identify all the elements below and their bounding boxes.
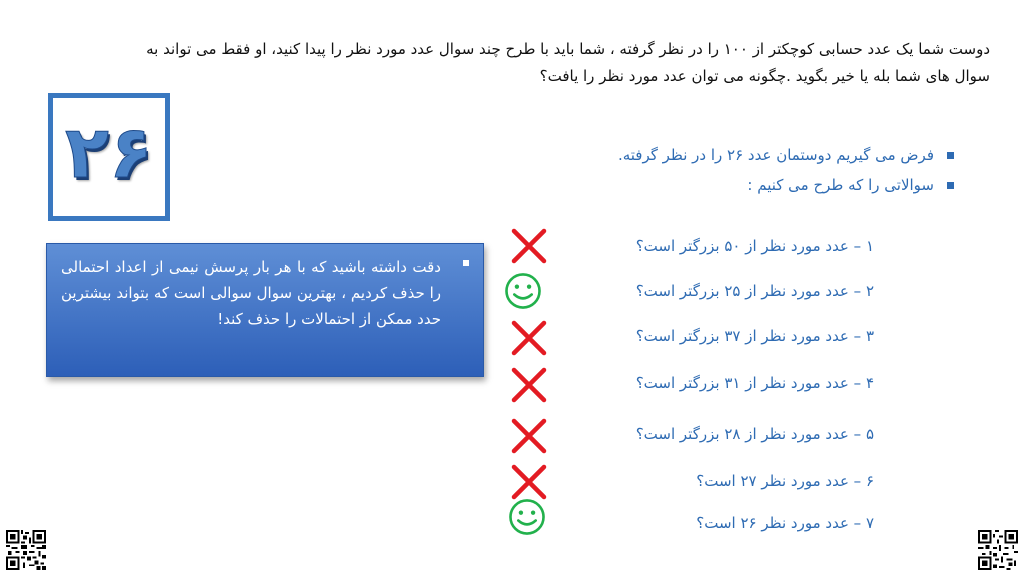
bullet-icon: [947, 182, 954, 189]
qr-code-icon: [978, 530, 1018, 570]
question-6: ۶ – عدد مورد نظر ۲۷ است؟: [696, 472, 874, 490]
red-cross-icon: [506, 416, 552, 456]
question-4: ۴ – عدد مورد نظر از ۳۱ بزرگتر است؟: [635, 374, 874, 392]
number-box-value: ۲۶: [65, 110, 153, 194]
intro-list: [500, 140, 960, 200]
bullet-icon: [947, 152, 954, 159]
intro-item-assumption: [500, 140, 960, 170]
problem-statement: دوست شما یک عدد حسابی کوچکتر از ۱۰۰ را در نظر گرفته ، شما باید با طرح چند سوال عدد مورد نظر را پیدا کنید، او فقط می تواند به سوال های شما بله یا خیر بگوید .چگونه می توان عدد مورد نظر را یافت؟: [146, 40, 990, 85]
red-cross-icon: [506, 226, 552, 266]
green-smiley-icon: [504, 497, 550, 537]
intro-item-label: فرض می گیریم دوستمان عدد ۲۶ را در نظر گرفته.: [617, 146, 934, 164]
question-1: ۱ – عدد مورد نظر از ۵۰ بزرگتر است؟: [635, 237, 874, 255]
red-cross-icon: [506, 365, 552, 405]
note-box: [46, 243, 484, 377]
qr-code-icon: [6, 530, 46, 570]
intro-item-questions: [500, 170, 960, 200]
question-5: ۵ – عدد مورد نظر از ۲۸ بزرگتر است؟: [635, 425, 874, 443]
intro-item-label: سوالاتی را که طرح می کنیم :: [747, 176, 934, 194]
red-cross-icon: [506, 318, 552, 358]
question-7: ۷ – عدد مورد نظر ۲۶ است؟: [696, 514, 874, 532]
number-box: [48, 93, 170, 221]
bullet-icon: [463, 260, 469, 266]
red-cross-icon: [506, 462, 552, 502]
question-2: ۲ – عدد مورد نظر از ۲۵ بزرگتر است؟: [635, 282, 874, 300]
green-smiley-icon: [500, 271, 546, 311]
question-3: ۳ – عدد مورد نظر از ۳۷ بزرگتر است؟: [635, 327, 874, 345]
note-text: دقت داشته باشید که با هر بار پرسش نیمی از اعداد احتمالی را حذف کردیم ، بهترین سوال سوالی است که بتواند بیشترین حدد ممکن از احتمالات را حذف کند!: [61, 258, 441, 328]
